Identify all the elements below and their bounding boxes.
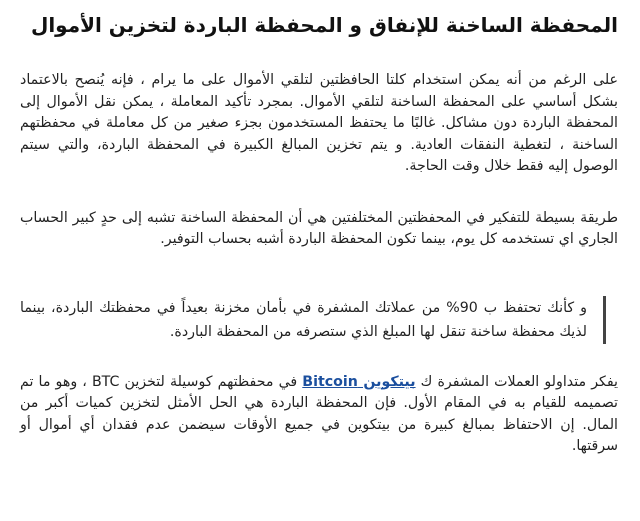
paragraph-analogy: طريقة بسيطة للتفكير في المحفظتين المختلفتين هي أن المحفظة الساخنة تشبه إلى حدٍ كبير الحساب الجاري اي تستخدمه كل يوم، بينما تكون المحفظة الباردة أشبه بحساب التوفير. [20, 209, 618, 247]
bitcoin-link[interactable]: بيتكوين Bitcoin [302, 373, 416, 390]
paragraph-receiving-funds: على الرغم من أنه يمكن استخدام كلتا الحافظتين لتلقي الأموال على ما يرام ، فإنه يُنصح بالاعتماد بشكل أساسي على المحفظة الساخنة لتلقي الأموال. بمجرد تأكيد المعاملة ، يمكن نقل الأموال إلى المحفظة الباردة دون مشاكل. غالبًا ما يحتفظ المستخدمون بجزء صغير من كل معاملة في محفظتهم الساخنة ، لتغطية النفقات العادية. و يتم تخزين المبالغ الكبيرة في المحفظة الباردة، والتي سيتم الوصول إليه فقط خلال وقت الحاجة. [20, 72, 618, 174]
paragraph-bitcoin-text-after: في محفظتهم كوسيلة لتخزين BTC ، وهو ما تم تصميمه للقيام به في المقام الأول. فإن المحفظة الباردة هي الحل الأمثل لتخزين كميات أكبر من المال. إن الاحتفاظ بمبالغ كبيرة من بيتكوين في جميع الأوقات سيضمن عدم فقدان أي أموال أو سرقتها. [20, 373, 618, 454]
blockquote-90-percent: و كأنك تحتفظ ب 90% من عملاتك المشفرة في بأمان مخزنة بعيداً في محفظتك الباردة، بينما لذيك محفظة ساخنة تنقل لها المبلغ الذي ستصرفه من المحفظة الباردة. [20, 296, 606, 344]
article-title: المحفظة الساخنة للإنفاق و المحفظة الباردة لتخزين الأموال [30, 13, 618, 37]
paragraph-bitcoin-traders [20, 372, 618, 458]
paragraph-bitcoin-text-before: يفكر متداولو العملات المشفرة ك [415, 373, 619, 390]
